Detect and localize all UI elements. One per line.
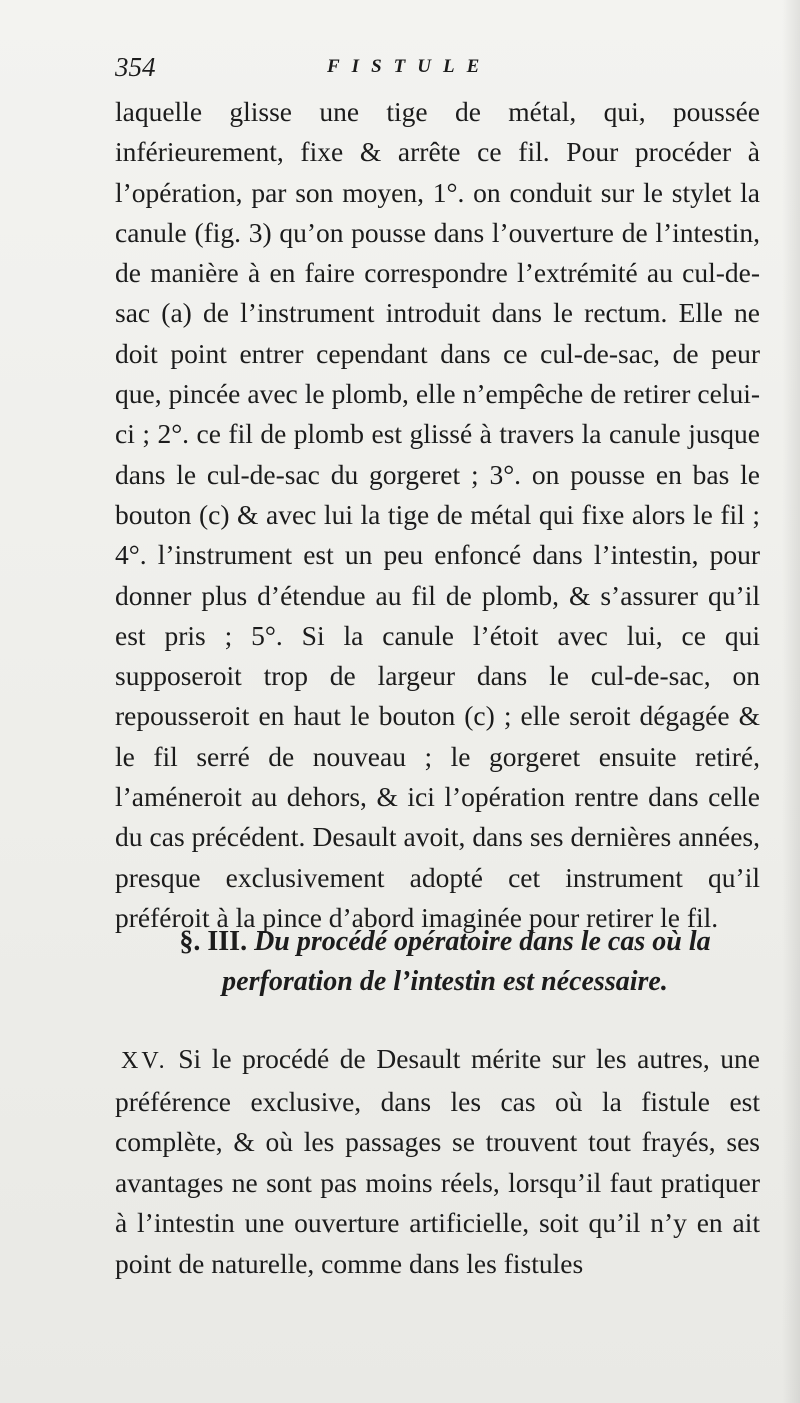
- page-edge-shadow: [782, 0, 800, 1403]
- section-number: §. III.: [179, 926, 248, 957]
- paragraph-number: XV.: [121, 1048, 168, 1074]
- paragraph-1: laquelle glisse une tige de métal, qui, poussée inférieurement, fixe & arrête ce fil. Pour procéder à l’opération, par son moyen, 1°. on conduit sur le stylet la canule (fig. 3) qu’on pousse dans l’ouverture de l’intestin, de manière à en faire correspondre l’extrémité au cul-de-sac (a) de l’instrument introduit dans le rectum. Elle ne doit point entrer cependant dans ce cul-de-sac, de peur que, pincée avec le plomb, elle n’empêche de retirer celui-ci ; 2°. ce fil de plomb est glissé à travers la canule jusque dans le cul-de-sac du gorgeret ; 3°. on pousse en bas le bouton (c) & avec lui la tige de métal qui fixe alors le fil ; 4°. l’instrument est un peu enfoncé dans l’intestin, pour donner plus d’étendue au fil de plomb, & s’assurer qu’il est pris ; 5°. Si la canule l’étoit avec lui, ce qui supposeroit trop de largeur dans le cul-de-sac, on repousseroit en haut le bouton (c) ; elle seroit dégagée & le fil serré de nouveau ; le gorgeret ensuite retiré, l’améneroit au dehors, & ici l’opération rentre dans celle du cas précédent. Desault avoit, dans ses dernières années, presque exclusivement adopté cet instrument qu’il préféroit à la pince d’abord imaginée pour retirer le fil.: [115, 96, 760, 933]
- paragraph-2-text: Si le procédé de Desault mérite sur les autres, une préférence exclusive, dans les cas où la fistule est complète, & où les passages se trouvent tout frayés, ses avantages ne sont pas moins réels, lorsqu’il faut pratiquer à l’intestin une ouverture artificielle, soit qu’il n’y en ait point de naturelle, comme dans les fistules: [115, 1043, 761, 1279]
- page-header: [115, 52, 755, 92]
- section-title: Du procédé opératoire dans le cas où la perforation de l’intestin est nécessaire.: [222, 926, 711, 997]
- page-number: 354: [115, 52, 156, 82]
- section-heading: [145, 922, 745, 1002]
- paragraph-2: [115, 1039, 760, 1284]
- running-head: FISTULE: [327, 56, 492, 77]
